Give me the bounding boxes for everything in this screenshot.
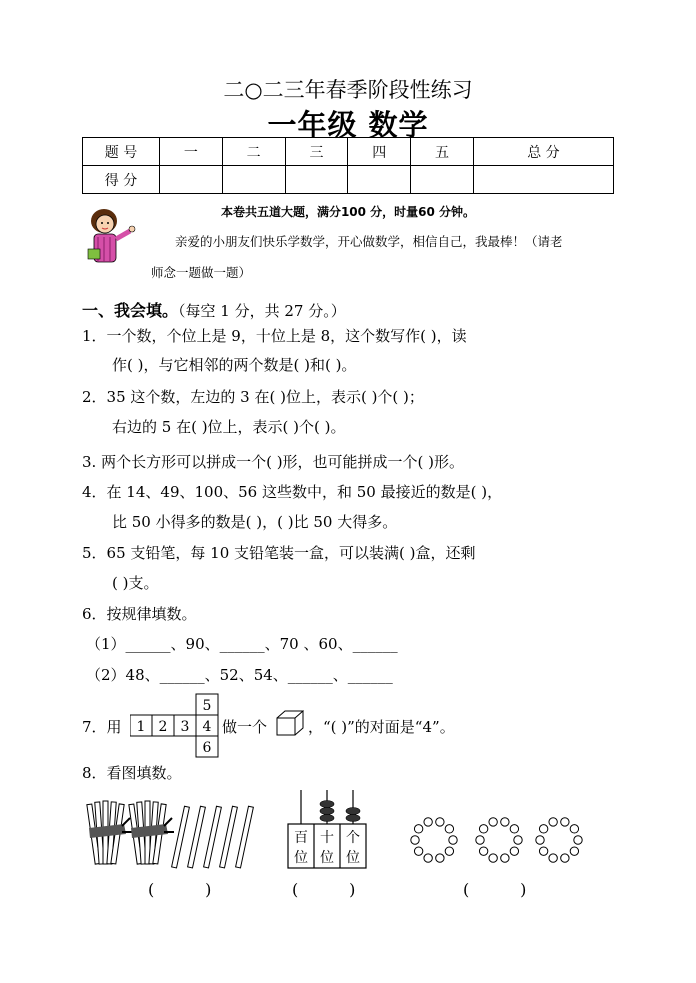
bead <box>561 818 569 826</box>
score-header-cell: 四 <box>348 138 411 166</box>
section1-heading <box>82 301 346 321</box>
bead <box>570 847 578 855</box>
cube-net-face: 2 <box>158 719 168 735</box>
score-header-cell: 二 <box>222 138 285 166</box>
score-cell[interactable] <box>285 166 348 194</box>
bead <box>549 854 557 862</box>
bead <box>510 847 518 855</box>
score-table <box>82 137 614 194</box>
bead <box>489 818 497 826</box>
question-5-line2: ( )支。 <box>112 574 159 592</box>
cube-net-face: 3 <box>180 719 190 735</box>
bundle-icon <box>87 801 132 864</box>
bead <box>479 825 487 833</box>
exam-note: 本卷共五道大题，满分100 分，时量60 分钟。 <box>220 205 476 219</box>
intro-text-line2: 师念一题做一题） <box>151 265 252 280</box>
cube-net-face: 1 <box>136 719 146 735</box>
answer-blank-abacus[interactable]: ( ) <box>292 880 356 899</box>
abacus-label: 十 <box>320 830 334 846</box>
girl-teacher-icon <box>86 207 142 265</box>
bead <box>536 836 544 844</box>
bead <box>574 836 582 844</box>
question-1-line1: 1．一个数，个位上是 9，十位上是 8，这个数写作( )，读 <box>82 327 467 345</box>
question-6: 6．按规律填数。 <box>82 605 197 623</box>
abacus-label: 个 <box>346 830 360 846</box>
section1-title: 一、我会填。 <box>82 301 179 320</box>
score-header-cell: 五 <box>411 138 474 166</box>
abacus-figure <box>284 788 370 874</box>
cube-net-face-bottom: 6 <box>202 740 212 756</box>
question-2-line1: 2．35 这个数，左边的 3 在( )位上，表示( )个( )； <box>82 388 424 406</box>
bead-ring-icon <box>536 818 582 863</box>
question-1-line2: 作( )，与它相邻的两个数是( )和( )。 <box>112 356 357 374</box>
cube-icon <box>276 710 304 736</box>
stick-bundles-figure <box>86 788 256 878</box>
bead <box>414 825 422 833</box>
intro-text-line1: 亲爱的小朋友们快乐学数学，开心做数学，相信自己，我最棒！（请老 <box>175 234 563 249</box>
bead <box>561 854 569 862</box>
bead <box>424 818 432 826</box>
bead-ring-icon <box>411 818 457 863</box>
bead <box>489 854 497 862</box>
bead <box>539 825 547 833</box>
question-4-line2: 比 50 小得多的数是( )，( )比 50 大得多。 <box>112 513 398 531</box>
question-3: 3. 两个长方形可以拼成一个( )形，也可能拼成一个( )形。 <box>82 453 465 471</box>
score-header-cell: 三 <box>285 138 348 166</box>
cube-net-figure <box>130 693 220 759</box>
single-sticks <box>172 806 254 868</box>
bead <box>510 825 518 833</box>
score-cell[interactable] <box>411 166 474 194</box>
score-header-cell: 题 号 <box>83 138 160 166</box>
bead <box>514 836 522 844</box>
abacus-label: 位 <box>320 850 334 866</box>
bead <box>549 818 557 826</box>
bead <box>436 818 444 826</box>
bead <box>476 836 484 844</box>
bead <box>570 825 578 833</box>
score-row-label: 得 分 <box>83 166 160 194</box>
question-6-part2: （2）48、______、52、54、______、______ <box>86 666 393 684</box>
answer-blank-beads[interactable]: ( ) <box>463 880 527 899</box>
question-8: 8．看图填数。 <box>82 764 182 782</box>
answer-blank-sticks[interactable]: ( ) <box>148 880 212 899</box>
question-6-part1: （1）______、90、______、70 、60、______ <box>86 635 398 653</box>
question-5-line1: 5．65 支铅笔，每 10 支铅笔装一盒，可以装满( )盒，还剩 <box>82 544 476 562</box>
score-header-cell: 一 <box>160 138 223 166</box>
bead <box>501 854 509 862</box>
bead <box>445 847 453 855</box>
bundle-icon <box>129 801 174 864</box>
cube-net-face: 4 <box>202 719 212 735</box>
question-7-mid: 做一个 <box>222 718 268 736</box>
exam-title: 一年级 数学 <box>267 108 429 142</box>
bead-rings-figure <box>404 788 594 874</box>
bead <box>539 847 547 855</box>
bead-ring-icon <box>476 818 522 863</box>
bead <box>479 847 487 855</box>
abacus-label: 位 <box>294 850 308 866</box>
question-7-prefix: 7．用 <box>82 718 122 736</box>
question-2-line2: 右边的 5 在( )位上，表示( )个( )。 <box>112 418 346 436</box>
bead <box>501 818 509 826</box>
bead <box>445 825 453 833</box>
abacus-label: 位 <box>346 850 360 866</box>
bead <box>414 847 422 855</box>
bead <box>411 836 419 844</box>
question-4-line1: 4．在 14、49、100、56 这些数中，和 50 最接近的数是( )， <box>82 483 503 501</box>
score-cell[interactable] <box>160 166 223 194</box>
section1-points: （每空 1 分，共 27 分。） <box>178 302 346 320</box>
abacus-label: 百 <box>294 830 308 846</box>
cube-net-face-top: 5 <box>202 698 212 714</box>
bead <box>449 836 457 844</box>
score-table-score-row <box>83 166 614 194</box>
score-header-cell: 总 分 <box>473 138 613 166</box>
score-cell[interactable] <box>222 166 285 194</box>
score-table-header-row <box>83 138 614 166</box>
bead <box>424 854 432 862</box>
score-cell[interactable] <box>348 166 411 194</box>
exam-subtitle: 二○二三年春季阶段性练习 <box>223 78 473 102</box>
bead <box>436 854 444 862</box>
question-7-suffix: ，“( )”的对面是“4”。 <box>308 718 455 736</box>
score-cell[interactable] <box>473 166 613 194</box>
